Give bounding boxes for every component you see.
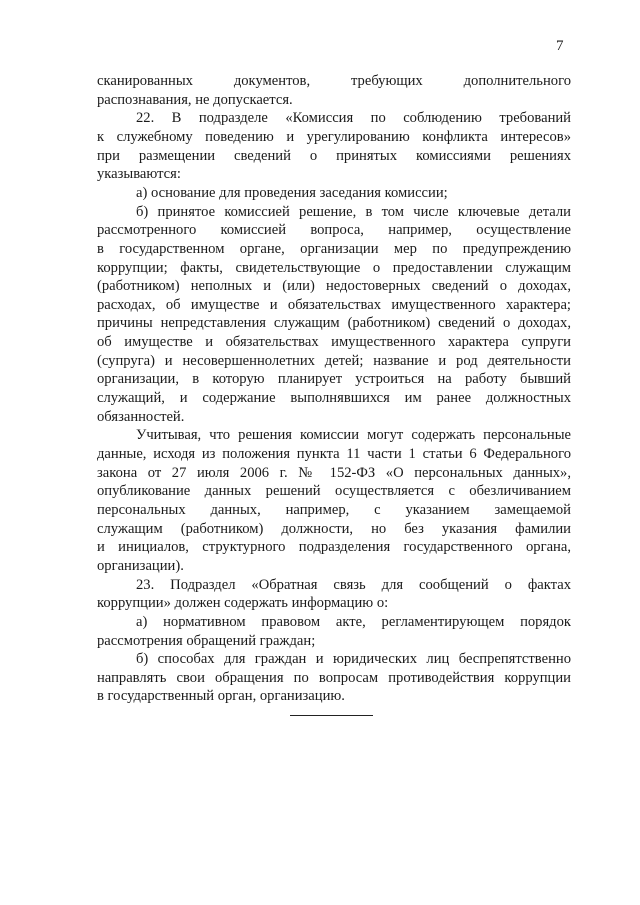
text-line: закона от 27 июля 2006 г. № 152-ФЗ «О персональных данных», xyxy=(97,464,571,481)
text-line: 23. Подраздел «Обратная связь для сообщений о фактах xyxy=(136,576,571,593)
text-line: коррупции» должен содержать информацию о: xyxy=(97,595,389,612)
text-line: об имуществе и обязательствах имущественного характера супруги xyxy=(97,334,571,351)
closing-rule xyxy=(290,715,373,716)
text-line: причины непредставления служащим (работником) сведений о доходах, xyxy=(97,315,571,332)
text-line: расходах, об имуществе и обязательствах имущественного характера; xyxy=(97,296,571,313)
page-number: 7 xyxy=(556,38,564,54)
text-line: рассмотрения обращений граждан; xyxy=(97,632,316,649)
text-line: (супруга) и несовершеннолетних детей; название и род деятельности xyxy=(97,352,571,369)
text-line: а) нормативном правовом акте, регламентирующем порядок xyxy=(136,613,571,630)
text-line: указываются: xyxy=(97,166,181,183)
text-line: Учитывая, что решения комиссии могут содержать персональные xyxy=(136,427,571,444)
text-line: при размещении сведений о принятых комиссиями решениях xyxy=(97,147,571,164)
text-line: коррупции; факты, свидетельствующие о предоставлении служащим xyxy=(97,259,571,276)
text-line: организации). xyxy=(97,557,184,574)
text-line: (работником) неполных и (или) недостоверных сведений о доходах, xyxy=(97,278,571,295)
text-line: к служебному поведению и урегулированию конфликта интересов» xyxy=(97,128,571,145)
text-line: направлять свои обращения по вопросам противодействия коррупции xyxy=(97,669,571,686)
text-line: опубликование данных решений осуществляется с обезличиванием xyxy=(97,483,571,500)
text-line: в государственном органе, организации мер по предупреждению xyxy=(97,240,571,257)
text-line: обязанностей. xyxy=(97,408,185,425)
text-line: служащий, и содержание выполнявшихся им ранее должностных xyxy=(97,390,571,407)
text-line: и инициалов, структурного подразделения государственного органа, xyxy=(97,539,571,556)
text-line: в государственный орган, организацию. xyxy=(97,688,345,705)
text-line: персональных данных, например, с указанием замещаемой xyxy=(97,501,571,518)
text-line: служащим (работником) должности, но без указания фамилии xyxy=(97,520,571,537)
text-line: данные, исходя из положения пункта 11 части 1 статьи 6 Федерального xyxy=(97,446,571,462)
text-line: сканированных документов, требующих дополнительного xyxy=(97,73,571,89)
text-line: организации, в которую планирует устроиться на работу бывший xyxy=(97,371,571,388)
text-line: а) основание для проведения заседания комиссии; xyxy=(136,184,448,201)
text-line: рассмотренного комиссией вопроса, например, осуществление xyxy=(97,222,571,239)
text-line: распознавания, не допускается. xyxy=(97,91,293,108)
text-line: б) принятое комиссией решение, в том числе ключевые детали xyxy=(136,203,571,220)
text-line: 22. В подразделе «Комиссия по соблюдению требований xyxy=(136,110,571,127)
text-line: б) способах для граждан и юридических лиц беспрепятственно xyxy=(136,651,571,668)
